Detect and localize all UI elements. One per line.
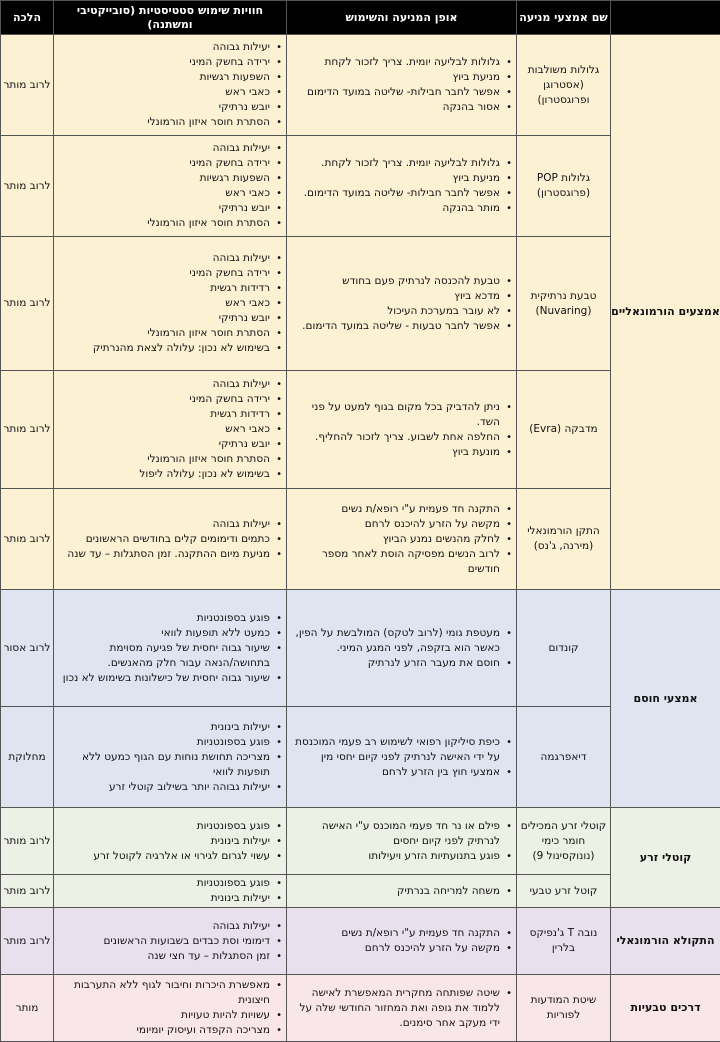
- usage-cell: [287, 975, 517, 1042]
- usage-item: • טבעת להכנסה לנרתיק פעם בחודש: [291, 274, 500, 289]
- usage-item: • שיטה שפותחה מחקרית המאפשרת לאישה ללמוד את גופה ואת המחזור החודשי שלה על ידי מעקב אחר סימנים.: [291, 986, 500, 1031]
- method-name: קוטל זרע טבעי: [517, 875, 611, 908]
- method-name: גלולות POP (פרוגסטרון): [517, 136, 611, 237]
- halacha-cell: לרוב מותר: [1, 808, 54, 875]
- experience-item: • יעילות גבוהה: [58, 517, 270, 532]
- experience-item: • יעילות בינונית: [58, 834, 270, 849]
- experience-item: • מניעת מיום ההתקנה. זמן הסתגלות – עד שנה: [58, 547, 270, 562]
- usage-item: • התקנה חד פעמית ע"י רופא/ת נשים: [291, 502, 500, 517]
- experience-item: • השפעות רגשיות: [58, 171, 270, 186]
- experience-item: • מאפשרת היכרות וחיבור לגוף ללא התערבות חיצונית: [58, 978, 270, 1008]
- usage-item: • לא עובר במערכת העיכול: [291, 304, 500, 319]
- usage-cell: [287, 590, 517, 707]
- experience-item: • זמן הסתגלות – עד חצי שנה: [58, 949, 270, 964]
- usage-item: • מניעת ביוץ: [291, 70, 500, 85]
- header-usage: אופן המניעה והשימוש: [287, 1, 517, 35]
- experience-cell: [54, 707, 287, 808]
- usage-item: • מקשה על הזרע להיכנס לרחם: [291, 517, 500, 532]
- experience-item: • יעילות גבוהה: [58, 40, 270, 55]
- experience-cell: [54, 875, 287, 908]
- usage-item: • פוגע בתנועתיות הזרע ויעילותו: [291, 849, 500, 864]
- method-name: טבעת נרתיקית (Nuvaring): [517, 237, 611, 371]
- group-label-hormonal: אמצעים הורמונאליים: [611, 35, 720, 590]
- method-name: דיאפרגמה: [517, 707, 611, 808]
- experience-cell: [54, 237, 287, 371]
- experience-item: • רדידות רגשית: [58, 281, 270, 296]
- experience-cell: [54, 908, 287, 975]
- usage-item: • מעטפת גומי (לרוב לטקס) המולבשת על הפין, כאשר הוא בזקפה, לפני המגע המיני.: [291, 626, 500, 656]
- experience-item: • רדידות רגשית: [58, 407, 270, 422]
- header-row: [1, 1, 720, 35]
- experience-item: • עשוי לגרום לגירוי או אלרגיה לקוטל זרע: [58, 849, 270, 864]
- experience-item: • כאבי ראש: [58, 296, 270, 311]
- usage-item: • מקשה על הזרע להיכנס לרחם: [291, 941, 500, 956]
- experience-cell: [54, 35, 287, 136]
- method-name: שיטת המודעות לפוריות: [517, 975, 611, 1042]
- halacha-cell: לרוב מותר: [1, 35, 54, 136]
- halacha-cell: לרוב אסור: [1, 590, 54, 707]
- usage-item: • מדכא ביוץ: [291, 289, 500, 304]
- experience-item: • בשימוש לא נכון: עלולה ליפול: [58, 467, 270, 482]
- usage-item: • מניעת ביוץ: [291, 171, 500, 186]
- method-name: גלולות משולבות (אסטרוגן ופרוגסטרון): [517, 35, 611, 136]
- usage-item: • מונעת ביוץ: [291, 445, 500, 460]
- usage-cell: [287, 808, 517, 875]
- experience-item: • כאבי ראש: [58, 85, 270, 100]
- group-label-spermicide: קוטלי זרע: [611, 808, 720, 908]
- experience-item: • כמעט ללא תופעות לוואי: [58, 626, 270, 641]
- usage-cell: [287, 136, 517, 237]
- usage-item: • כיפת סיליקון רפואי לשימוש רב פעמי המוכנסת על ידי האישה לנרתיק לפני קיום יחסי מין: [291, 735, 500, 765]
- experience-item: • ירידה בחשק המיני: [58, 156, 270, 171]
- header-method: שם אמצעי מניעה: [517, 1, 611, 35]
- experience-cell: [54, 975, 287, 1042]
- experience-item: • יובש נרתיקי: [58, 100, 270, 115]
- experience-item: • שיעור גבוה יחסית של כישלונות בשימוש לא נכון: [58, 671, 270, 686]
- table-row: [1, 35, 720, 136]
- table-row: [1, 908, 720, 975]
- table-row: [1, 975, 720, 1042]
- experience-item: • הסתרת חוסר איזון הורמונלי: [58, 115, 270, 130]
- experience-item: • יעילות בינונית: [58, 891, 270, 906]
- experience-item: • יעילות גבוהה: [58, 251, 270, 266]
- usage-item: • מותר בהנקה: [291, 201, 500, 216]
- experience-item: • יעילות בינונית: [58, 720, 270, 735]
- usage-item: • גלולות לבליעה יומית. צריך לזכור לקחת.: [291, 156, 500, 171]
- experience-item: • יובש נרתיקי: [58, 437, 270, 452]
- experience-cell: [54, 371, 287, 489]
- group-label-barrier: אמצעי חוסם: [611, 590, 720, 808]
- usage-cell: [287, 908, 517, 975]
- method-name: נובה T ג'נפיקס בלרין: [517, 908, 611, 975]
- usage-item: • אמצעי חוץ בין הזרע לרחם: [291, 765, 500, 780]
- usage-cell: [287, 371, 517, 489]
- usage-item: • אפשר לחבר טבעות - שליטה במועד הדימום.: [291, 319, 500, 334]
- halacha-cell: מותר: [1, 975, 54, 1042]
- header-experience: חוויות שימוש סטטיסטיות (סובייקטיבי ומשתנה): [54, 1, 287, 35]
- experience-item: • כתמים ודימומים קלים בחודשים הראשונים: [58, 532, 270, 547]
- table-row: [1, 808, 720, 875]
- experience-item: • כאבי ראש: [58, 186, 270, 201]
- usage-item: • גלולות לבליעה יומית. צריך לזכור לקחת: [291, 55, 500, 70]
- experience-item: • עשויות להיות טעויות: [58, 1008, 270, 1023]
- usage-item: • התקנה חד פעמית ע"י רופא/ת נשים: [291, 926, 500, 941]
- experience-item: • יעילות גבוהה יותר בשילוב קוטלי זרע: [58, 780, 270, 795]
- halacha-cell: לרוב מותר: [1, 908, 54, 975]
- experience-item: • כאבי ראש: [58, 422, 270, 437]
- experience-item: • יובש נרתיקי: [58, 201, 270, 216]
- table-row: [1, 590, 720, 707]
- usage-item: • ניתן להדביק בכל מקום בגוף למעט על פני השד.: [291, 400, 500, 430]
- method-name: קונדום: [517, 590, 611, 707]
- experience-item: • הסתרת חוסר איזון הורמונלי: [58, 216, 270, 231]
- experience-cell: [54, 808, 287, 875]
- usage-item: • אסור בהנקה: [291, 100, 500, 115]
- experience-item: • השפעות רגשיות: [58, 70, 270, 85]
- experience-item: • יעילות גבוהה: [58, 141, 270, 156]
- halacha-cell: לרוב מותר: [1, 237, 54, 371]
- experience-item: • פוגע בספונטניות: [58, 735, 270, 750]
- halacha-cell: לרוב מותר: [1, 875, 54, 908]
- experience-item: • שיעור גבוה יחסית של פגיעה מסוימת בתחושה/הנאה עבור חלק מהאנשים.: [58, 641, 270, 671]
- experience-item: • מצריכה תחושת נוחות עם הגוף כמעט ללא תופעות לוואי: [58, 750, 270, 780]
- group-label-iud: התקולא הורמונאלי: [611, 908, 720, 975]
- usage-cell: [287, 707, 517, 808]
- halacha-cell: לרוב מותר: [1, 136, 54, 237]
- experience-item: • הסתרת חוסר איזון הורמונלי: [58, 326, 270, 341]
- usage-cell: [287, 489, 517, 590]
- usage-item: • משחה למריחה בנרתיק: [291, 884, 500, 899]
- experience-item: • ירידה בחשק המיני: [58, 266, 270, 281]
- experience-item: • הסתרת חוסר איזון הורמונלי: [58, 452, 270, 467]
- experience-item: • ירידה בחשק המיני: [58, 392, 270, 407]
- usage-item: • לרוב הנשים מפסיקה הוסת לאחר מספר חודשים: [291, 547, 500, 577]
- usage-item: • החלפה אחת לשבוע. צריך לזכור להחליף.: [291, 430, 500, 445]
- header-halacha: הלכה: [1, 1, 54, 35]
- halacha-cell: לרוב מותר: [1, 371, 54, 489]
- experience-cell: [54, 489, 287, 590]
- experience-item: • פוגע בספונטניות: [58, 819, 270, 834]
- experience-item: • דימומי וסת כבדים בשבועות הראשונים: [58, 934, 270, 949]
- experience-cell: [54, 590, 287, 707]
- usage-cell: [287, 237, 517, 371]
- usage-item: • לחלק מהנשים נמנע הביוץ: [291, 532, 500, 547]
- experience-item: • יעילות גבוהה: [58, 377, 270, 392]
- experience-item: • יעילות גבוהה: [58, 919, 270, 934]
- experience-item: • מצריכה הקפדה ועיסוק יומיומי: [58, 1023, 270, 1038]
- usage-item: • פילם או נר חד פעמי המוכנס ע"י האישה לנרתיק לפני קיום יחסים: [291, 819, 500, 849]
- header-group: [611, 1, 720, 35]
- method-name: התקן הורמונאלי (מירנה, ג'נס): [517, 489, 611, 590]
- method-name: קוטלי זרע המכילים חומר כימי (נונוקסינול 9): [517, 808, 611, 875]
- experience-cell: [54, 136, 287, 237]
- experience-item: • ירידה בחשק המיני: [58, 55, 270, 70]
- halacha-cell: מחלוקת: [1, 707, 54, 808]
- usage-cell: [287, 875, 517, 908]
- method-name: מדבקה (Evra): [517, 371, 611, 489]
- usage-item: • חוסם את מעבר הזרע לנרתיק: [291, 656, 500, 671]
- usage-item: • אפשר לחבר חבילות- שליטה במועד הדימום: [291, 85, 500, 100]
- halacha-cell: לרוב מותר: [1, 489, 54, 590]
- experience-item: • בשימוש לא נכון: עלולה לצאת מהנרתיק: [58, 341, 270, 356]
- experience-item: • פוגע בספונטניות: [58, 611, 270, 626]
- experience-item: • יובש נרתיקי: [58, 311, 270, 326]
- usage-item: • אפשר לחבר חבילות- שליטה במועד הדימום.: [291, 186, 500, 201]
- group-label-natural: דרכים טבעיות: [611, 975, 720, 1042]
- experience-item: • פוגע בספונטניות: [58, 876, 270, 891]
- usage-cell: [287, 35, 517, 136]
